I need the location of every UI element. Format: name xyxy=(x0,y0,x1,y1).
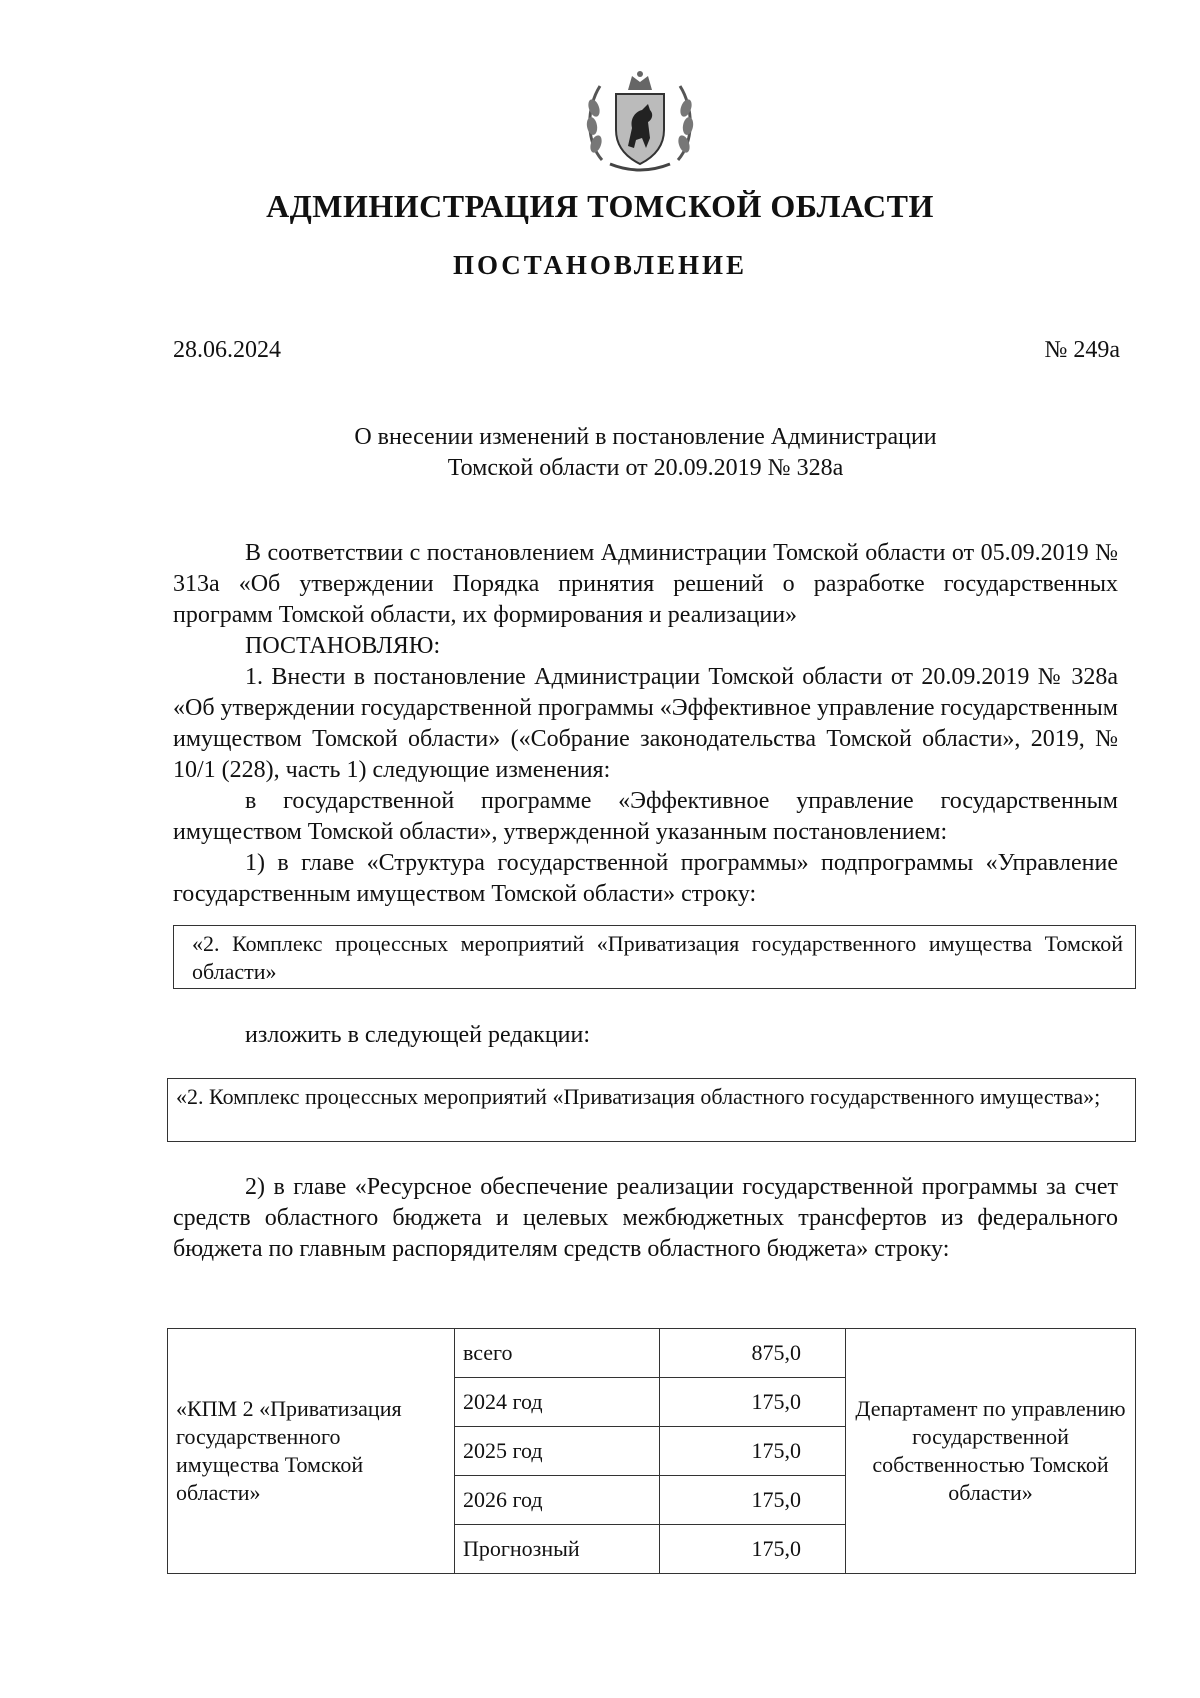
administrator-cell: Департамент по управлению государственной собственностью Томской области» xyxy=(846,1329,1136,1574)
coat-of-arms-icon xyxy=(580,68,700,172)
period-cell: 2024 год xyxy=(455,1378,660,1427)
amount-cell: 175,0 xyxy=(660,1476,846,1525)
subject-line-2: Томской области от 20.09.2019 № 328а xyxy=(447,455,844,481)
period-cell: 2026 год xyxy=(455,1476,660,1525)
amount-cell: 175,0 xyxy=(660,1427,846,1476)
document-number: № 249а xyxy=(1044,337,1120,363)
program-cell: «КПМ 2 «Приватизация государственного имущества Томской области» xyxy=(168,1329,455,1574)
amount-cell: 175,0 xyxy=(660,1378,846,1427)
document-type: ПОСТАНОВЛЕНИЕ xyxy=(452,250,748,280)
document-date: 28.06.2024 xyxy=(173,337,281,363)
item-1-paragraph: 1. Внести в постановление Администрации Томской области от 20.09.2019 № 328а «Об утверждении государственной программы «Эффективное управление государственным имуществом Томской области» («Собрание законодательства Томской области», 2019, № 10/1 (228), часть 1) следующие изменения: xyxy=(173,664,1118,783)
period-cell: 2025 год xyxy=(455,1427,660,1476)
amount-cell: 875,0 xyxy=(660,1329,846,1378)
document-subject xyxy=(173,422,1118,484)
resource-table xyxy=(167,1328,1136,1574)
subitem-2-paragraph: 2) в главе «Ресурсное обеспечение реализации государственной программы за счет средств областного бюджета и целевых межбюджетных трансфертов из федерального бюджета по главным распорядителям средств областного бюджета» строку: xyxy=(173,1174,1118,1262)
old-row-box: «2. Комплекс процессных мероприятий «Приватизация государственного имущества Томской области» xyxy=(173,925,1136,989)
subject-line-1: О внесении изменений в постановление Администрации xyxy=(354,424,937,450)
organization-title: АДМИНИСТРАЦИЯ ТОМСКОЙ ОБЛАСТИ xyxy=(266,188,934,224)
new-row-box: «2. Комплекс процессных мероприятий «Приватизация областного государственного имущества»; xyxy=(167,1078,1136,1142)
period-cell: всего xyxy=(455,1329,660,1378)
amount-cell: 175,0 xyxy=(660,1525,846,1574)
replace-phrase: изложить в следующей редакции: xyxy=(245,1022,591,1048)
period-cell: Прогнозный xyxy=(455,1525,660,1574)
preamble-paragraph: В соответствии с постановлением Администрации Томской области от 05.09.2019 № 313а «Об утверждении Порядка принятия решений о разработке государственных программ Томской области, их формирования и реализации» xyxy=(173,540,1118,628)
decree-word: ПОСТАНОВЛЯЮ: xyxy=(245,633,441,659)
item-1-subparagraph: в государственной программе «Эффективное управление государственным имуществом Томской области», утвержденной указанным постановлением: xyxy=(173,788,1118,845)
subitem-1-paragraph: 1) в главе «Структура государственной программы» подпрограммы «Управление государственным имуществом Томской области» строку: xyxy=(173,850,1118,907)
table-row xyxy=(168,1329,1136,1378)
